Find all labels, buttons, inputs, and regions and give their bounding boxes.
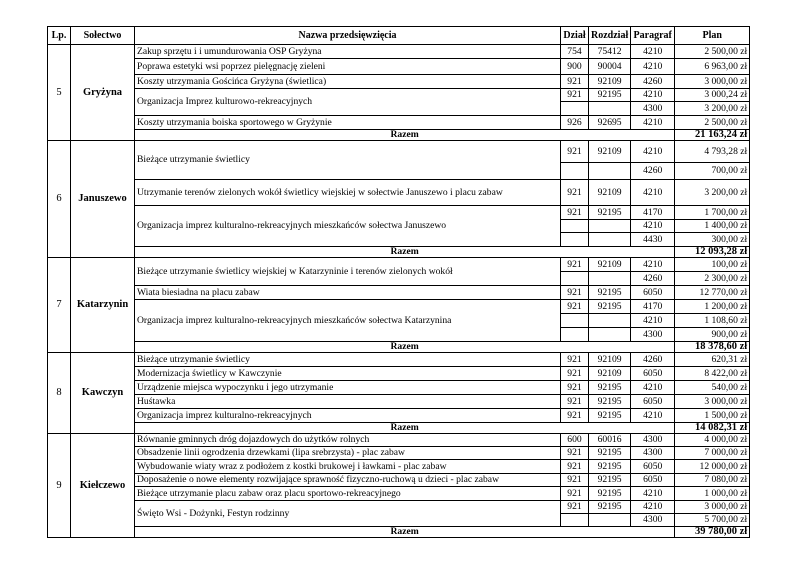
summary-row <box>48 130 750 141</box>
plan-cell: 3 200,00 zł <box>675 102 750 116</box>
dzial-cell: 921 <box>561 474 589 487</box>
dzial-cell: 921 <box>561 286 589 300</box>
paragraf-cell: 4430 <box>631 233 675 247</box>
table-row <box>48 59 750 75</box>
paragraf-cell: 4210 <box>631 180 675 206</box>
project-name-cell: Organizacja imprez kulturalno-rekreacyjnych mieszkańców sołectwa Januszewo <box>135 206 561 247</box>
lp-cell: 8 <box>48 353 71 434</box>
summary-label: Razem <box>135 247 675 258</box>
rozdzial-cell: 92695 <box>589 116 631 130</box>
project-name-cell: Poprawa estetyki wsi poprzez pielęgnację zieleni <box>135 59 561 75</box>
paragraf-cell: 6050 <box>631 367 675 381</box>
plan-cell: 1 108,60 zł <box>675 314 750 328</box>
plan-cell: 5 700,00 zł <box>675 514 750 527</box>
table-row <box>48 116 750 130</box>
dzial-cell: 921 <box>561 409 589 423</box>
dzial-cell <box>561 514 589 527</box>
dzial-cell <box>561 328 589 342</box>
table-row <box>48 381 750 395</box>
plan-cell: 2 500,00 zł <box>675 116 750 130</box>
dzial-cell: 921 <box>561 381 589 395</box>
table-row <box>48 89 750 102</box>
plan-cell: 300,00 zł <box>675 233 750 247</box>
project-name-cell: Zakup sprzętu i i umundurowania OSP Gryżyna <box>135 45 561 59</box>
solectwo-cell: Gryżyna <box>71 45 135 141</box>
rozdzial-cell <box>589 220 631 233</box>
rozdzial-cell: 92109 <box>589 75 631 89</box>
rozdzial-cell: 60016 <box>589 434 631 447</box>
header-paragraf: Paragraf <box>631 27 675 45</box>
plan-cell: 1 400,00 zł <box>675 220 750 233</box>
rozdzial-cell: 92195 <box>589 447 631 460</box>
dzial-cell: 921 <box>561 501 589 514</box>
dzial-cell: 600 <box>561 434 589 447</box>
table-row <box>48 180 750 206</box>
dzial-cell: 921 <box>561 75 589 89</box>
rozdzial-cell: 92195 <box>589 395 631 409</box>
plan-cell: 7 080,00 zł <box>675 474 750 487</box>
table-row <box>48 487 750 501</box>
rozdzial-cell <box>589 514 631 527</box>
dzial-cell: 900 <box>561 59 589 75</box>
rozdzial-cell: 92195 <box>589 300 631 314</box>
dzial-cell: 921 <box>561 487 589 501</box>
rozdzial-cell <box>589 272 631 286</box>
project-name-cell: Bieżące utrzymanie placu zabaw oraz placu sportowo-rekreacyjnego <box>135 487 561 501</box>
table-row <box>48 501 750 514</box>
dzial-cell: 921 <box>561 89 589 102</box>
rozdzial-cell <box>589 233 631 247</box>
rozdzial-cell <box>589 163 631 180</box>
table-row <box>48 45 750 59</box>
project-name-cell: Huśtawka <box>135 395 561 409</box>
table-row <box>48 258 750 272</box>
table-row <box>48 353 750 367</box>
project-name-cell: Koszty utrzymania Gościńca Gryżyna (świetlica) <box>135 75 561 89</box>
paragraf-cell: 4170 <box>631 206 675 220</box>
plan-cell: 7 000,00 zł <box>675 447 750 460</box>
table-row <box>48 409 750 423</box>
table-row <box>48 474 750 487</box>
plan-cell: 620,31 zł <box>675 353 750 367</box>
rozdzial-cell: 92195 <box>589 286 631 300</box>
table-row <box>48 447 750 460</box>
plan-cell: 3 000,00 zł <box>675 75 750 89</box>
plan-cell: 3 000,00 zł <box>675 395 750 409</box>
plan-cell: 6 963,00 zł <box>675 59 750 75</box>
project-name-cell: Modernizacja świetlicy w Kawczynie <box>135 367 561 381</box>
project-name-cell: Równanie gminnych dróg dojazdowych do użytków rolnych <box>135 434 561 447</box>
summary-row <box>48 247 750 258</box>
paragraf-cell: 4210 <box>631 116 675 130</box>
plan-cell: 2 300,00 zł <box>675 272 750 286</box>
plan-cell: 4 000,00 zł <box>675 434 750 447</box>
paragraf-cell: 4300 <box>631 328 675 342</box>
project-name-cell: Bieżące utrzymanie świetlicy wiejskiej w Katarzyninie i terenów zielonych wokół <box>135 258 561 286</box>
plan-cell: 12 000,00 zł <box>675 460 750 474</box>
dzial-cell <box>561 314 589 328</box>
budget-table <box>47 26 750 538</box>
rozdzial-cell <box>589 102 631 116</box>
lp-cell: 6 <box>48 141 71 258</box>
dzial-cell <box>561 220 589 233</box>
paragraf-cell: 4210 <box>631 45 675 59</box>
plan-cell: 12 770,00 zł <box>675 286 750 300</box>
project-name-cell: Organizacja Imprez kulturowo-rekreacyjnych <box>135 89 561 116</box>
dzial-cell: 921 <box>561 258 589 272</box>
paragraf-cell: 4210 <box>631 409 675 423</box>
rozdzial-cell: 92109 <box>589 258 631 272</box>
rozdzial-cell: 92195 <box>589 460 631 474</box>
paragraf-cell: 4210 <box>631 314 675 328</box>
rozdzial-cell: 92195 <box>589 206 631 220</box>
rozdzial-cell: 92195 <box>589 381 631 395</box>
project-name-cell: Organizacja imprez kulturalno-rekreacyjnych <box>135 409 561 423</box>
header-plan: Plan <box>675 27 750 45</box>
header-rozdzial: Rozdział <box>589 27 631 45</box>
paragraf-cell: 4210 <box>631 258 675 272</box>
plan-cell: 540,00 zł <box>675 381 750 395</box>
paragraf-cell: 4300 <box>631 102 675 116</box>
rozdzial-cell <box>589 314 631 328</box>
rozdzial-cell: 90004 <box>589 59 631 75</box>
project-name-cell: Doposażenie o nowe elementy rozwijające sprawność fizyczno-ruchową u dzieci - plac zabaw <box>135 474 561 487</box>
project-name-cell: Wiata biesiadna na placu zabaw <box>135 286 561 300</box>
dzial-cell <box>561 163 589 180</box>
plan-cell: 3 200,00 zł <box>675 180 750 206</box>
table-body <box>48 45 750 538</box>
paragraf-cell: 4210 <box>631 59 675 75</box>
dzial-cell: 921 <box>561 206 589 220</box>
lp-cell: 5 <box>48 45 71 141</box>
header-lp: Lp. <box>48 27 71 45</box>
plan-cell: 8 422,00 zł <box>675 367 750 381</box>
dzial-cell: 754 <box>561 45 589 59</box>
rozdzial-cell: 92195 <box>589 89 631 102</box>
summary-total: 14 082,31 zł <box>675 423 750 434</box>
paragraf-cell: 4210 <box>631 501 675 514</box>
rozdzial-cell <box>589 328 631 342</box>
plan-cell: 3 000,00 zł <box>675 501 750 514</box>
header-dzial: Dział <box>561 27 589 45</box>
paragraf-cell: 4260 <box>631 163 675 180</box>
table-row <box>48 434 750 447</box>
table-row <box>48 395 750 409</box>
plan-cell: 2 500,00 zł <box>675 45 750 59</box>
dzial-cell: 926 <box>561 116 589 130</box>
table-row <box>48 300 750 314</box>
dzial-cell: 921 <box>561 180 589 206</box>
project-name-cell: Koszty utrzymania boiska sportowego w Gryżynie <box>135 116 561 130</box>
project-name-cell: Urządzenie miejsca wypoczynku i jego utrzymanie <box>135 381 561 395</box>
rozdzial-cell: 92195 <box>589 474 631 487</box>
paragraf-cell: 4300 <box>631 447 675 460</box>
summary-total: 21 163,24 zł <box>675 130 750 141</box>
project-name-cell: Obsadzenie linii ogrodzenia drzewkami (lipa srebrzysta) - plac zabaw <box>135 447 561 460</box>
summary-row <box>48 342 750 353</box>
project-name-cell: Utrzymanie terenów zielonych wokół świetlicy wiejskiej w sołectwie Januszewo i placu zabaw <box>135 180 561 206</box>
summary-label: Razem <box>135 423 675 434</box>
table-row <box>48 206 750 220</box>
rozdzial-cell: 92109 <box>589 367 631 381</box>
project-name-cell: Święto Wsi - Dożynki, Festyn rodzinny <box>135 501 561 527</box>
lp-cell: 7 <box>48 258 71 353</box>
rozdzial-cell: 92195 <box>589 501 631 514</box>
paragraf-cell: 4260 <box>631 353 675 367</box>
dzial-cell: 921 <box>561 353 589 367</box>
plan-cell: 1 500,00 zł <box>675 409 750 423</box>
project-name-cell: Bieżące utrzymanie świetlicy <box>135 141 561 180</box>
paragraf-cell: 4210 <box>631 89 675 102</box>
project-name-cell: Bieżące utrzymanie świetlicy <box>135 353 561 367</box>
table-row <box>48 75 750 89</box>
summary-label: Razem <box>135 342 675 353</box>
solectwo-cell: Januszewo <box>71 141 135 258</box>
paragraf-cell: 4210 <box>631 141 675 163</box>
table-row <box>48 460 750 474</box>
dzial-cell: 921 <box>561 141 589 163</box>
header-row <box>48 27 750 45</box>
rozdzial-cell: 92109 <box>589 180 631 206</box>
plan-cell: 3 000,24 zł <box>675 89 750 102</box>
solectwo-cell: Kawczyn <box>71 353 135 434</box>
solectwo-cell: Kiełczewo <box>71 434 135 538</box>
dzial-cell <box>561 102 589 116</box>
lp-cell: 9 <box>48 434 71 538</box>
table-row <box>48 367 750 381</box>
paragraf-cell: 6050 <box>631 286 675 300</box>
rozdzial-cell: 92195 <box>589 487 631 501</box>
plan-cell: 4 793,28 zł <box>675 141 750 163</box>
paragraf-cell: 4210 <box>631 220 675 233</box>
summary-total: 18 378,60 zł <box>675 342 750 353</box>
rozdzial-cell: 92195 <box>589 409 631 423</box>
dzial-cell <box>561 233 589 247</box>
rozdzial-cell: 92109 <box>589 141 631 163</box>
table-row <box>48 286 750 300</box>
dzial-cell: 921 <box>561 367 589 381</box>
rozdzial-cell: 92109 <box>589 353 631 367</box>
paragraf-cell: 4210 <box>631 381 675 395</box>
summary-total: 39 780,00 zł <box>675 527 750 538</box>
rozdzial-cell: 75412 <box>589 45 631 59</box>
summary-row <box>48 423 750 434</box>
plan-cell: 1 000,00 zł <box>675 487 750 501</box>
paragraf-cell: 4170 <box>631 300 675 314</box>
paragraf-cell: 4260 <box>631 75 675 89</box>
table-row <box>48 141 750 163</box>
dzial-cell: 921 <box>561 460 589 474</box>
summary-total: 12 093,28 zł <box>675 247 750 258</box>
summary-row <box>48 527 750 538</box>
dzial-cell: 921 <box>561 300 589 314</box>
dzial-cell: 921 <box>561 395 589 409</box>
plan-cell: 700,00 zł <box>675 163 750 180</box>
summary-label: Razem <box>135 130 675 141</box>
solectwo-cell: Katarzynin <box>71 258 135 353</box>
plan-cell: 1 700,00 zł <box>675 206 750 220</box>
plan-cell: 1 200,00 zł <box>675 300 750 314</box>
header-nazwa: Nazwa przedsięwzięcia <box>135 27 561 45</box>
plan-cell: 100,00 zł <box>675 258 750 272</box>
paragraf-cell: 6050 <box>631 460 675 474</box>
paragraf-cell: 4300 <box>631 514 675 527</box>
dzial-cell <box>561 272 589 286</box>
project-name-cell: Organizacja imprez kulturalno-rekreacyjnych mieszkańców sołectwa Katarzynina <box>135 300 561 342</box>
dzial-cell: 921 <box>561 447 589 460</box>
paragraf-cell: 6050 <box>631 474 675 487</box>
paragraf-cell: 4260 <box>631 272 675 286</box>
project-name-cell: Wybudowanie wiaty wraz z podłożem z kostki brukowej i ławkami - plac zabaw <box>135 460 561 474</box>
paragraf-cell: 4210 <box>631 487 675 501</box>
paragraf-cell: 4300 <box>631 434 675 447</box>
plan-cell: 900,00 zł <box>675 328 750 342</box>
header-solectwo: Sołectwo <box>71 27 135 45</box>
paragraf-cell: 6050 <box>631 395 675 409</box>
summary-label: Razem <box>135 527 675 538</box>
